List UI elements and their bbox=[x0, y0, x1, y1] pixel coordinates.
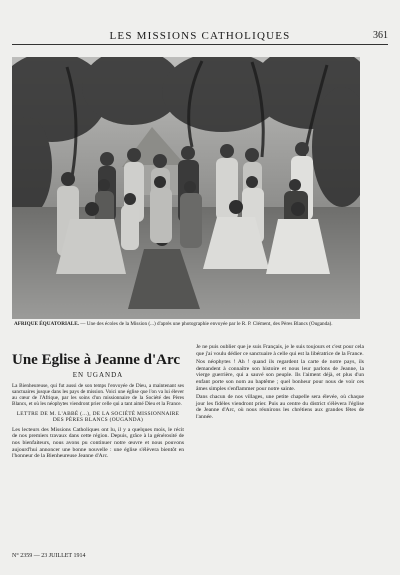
photo-caption bbox=[14, 321, 360, 327]
article-body-right-1: Je ne puis oublier que je suis Français, je le suis toujours et c'est pour cela que j'ai voulu dédier ce sanctuaire à celle qui est la libératrice de la France. bbox=[196, 344, 364, 357]
article-body-right-2: Nos néophytes ! Ah ! quand ils regardent la carte de notre pays, ils demandent à connaître son histoire et nous leur parlons de Jeanne, la vierge guerrière, qui a sauvé son peuple. Ils l'aiment déjà, et plus d'un enfant porte son nom au baptême ; quel bonheur pour nous de voir ces âmes simples s'enflammer pour notre sainte. bbox=[196, 359, 364, 392]
letter-heading: LETTRE DE M. L'ABBÉ (...), DE LA SOCIÉTÉ MISSIONNAIRE DES PÈRES BLANCS (OUGANDA) bbox=[16, 411, 180, 424]
article-body-left: Les lecteurs des Missions Catholiques ont lu, il y a quelques mois, le récit de nos premiers travaux dans cette région. Depuis, grâce à la générosité de nos bienfaiteurs, nous avons pu continuer notre œuvre et nous pouvons aujourd'hui annoncer une bonne nouvelle : une église s'élèvera bientôt en l'honneur de la Bienheureuse Jeanne d'Arc. bbox=[12, 426, 184, 460]
journal-title: LES MISSIONS CATHOLIQUES bbox=[109, 30, 291, 42]
article-intro: La Bienheureuse, qui fut aussi de son temps l'envoyée de Dieu, a maintenant ses sanctuaires jusque dans les pays de mission. Voici une église que l'on va lui élever au cœur de l'Afrique, par les soins d'un missionnaire de la Société des Pères Blancs, et où les néophytes viendront prier celle qui a tant aimé Dieu et la France. bbox=[12, 383, 184, 407]
caption-text: — Une des écoles de la Mission (...) d'après une photographie envoyée par le R. P. Clément, des Pères Blancs (Ouganda). bbox=[80, 321, 333, 327]
page-number: 361 bbox=[373, 30, 388, 41]
mission-photo bbox=[12, 57, 360, 319]
right-column bbox=[196, 344, 364, 423]
article-title: Une Eglise à Jeanne d'Arc bbox=[12, 352, 181, 368]
caption-lead: AFRIQUE ÉQUATORIALE. bbox=[14, 321, 79, 327]
page-header bbox=[12, 30, 388, 45]
group-photograph bbox=[12, 57, 360, 319]
article-subtitle: EN UGANDA bbox=[72, 371, 124, 379]
article-body-right-3: Dans chacun de nos villages, une petite chapelle sera élevée, où chaque jour les fidèles viendront prier. Puis au centre du district s'élèvera l'église de Jeanne d'Arc, où nous réunirons les chrétiens aux grandes fêtes de l'année. bbox=[196, 394, 364, 420]
issue-footer: N° 2359 — 23 JUILLET 1914 bbox=[12, 553, 86, 559]
left-column bbox=[12, 344, 184, 462]
